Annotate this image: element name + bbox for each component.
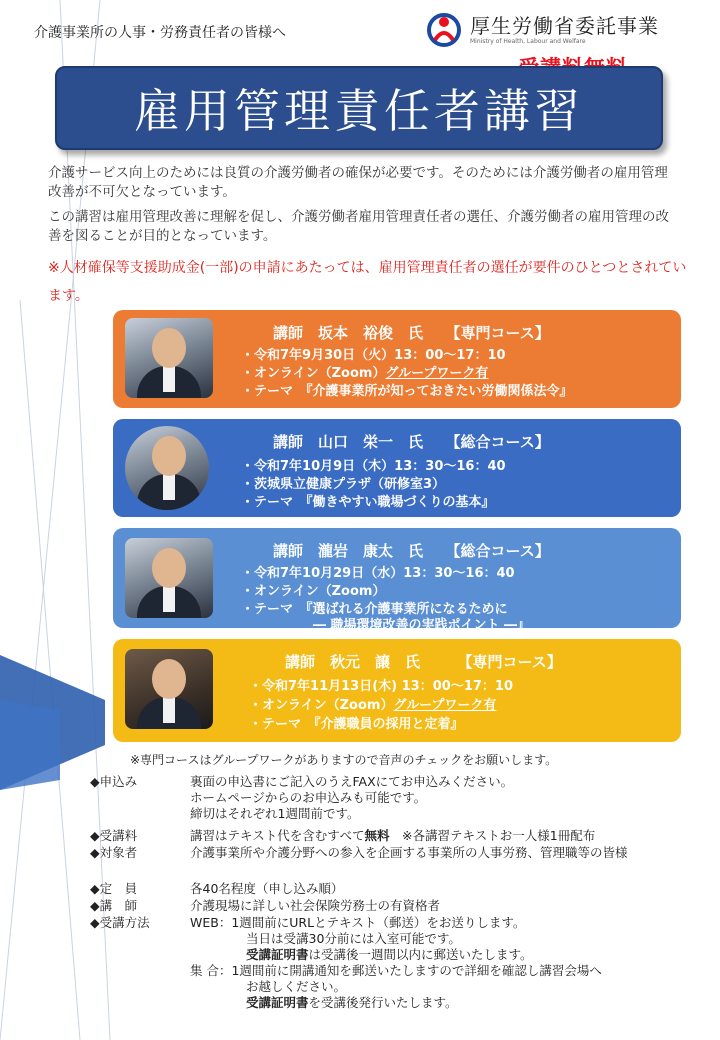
fee-text: 講習はテキスト代を含むすべて xyxy=(190,828,365,843)
lecture-card-2 xyxy=(113,419,681,517)
fee-note: ※各講習テキストお一人様1冊配布 xyxy=(402,828,596,843)
ministry-name-en: Ministry of Health, Labour and Welfare xyxy=(470,38,586,45)
lecturer-photo xyxy=(125,426,209,510)
lecture-heading: 講師 坂本 裕俊 氏 【専門コース】 xyxy=(273,324,550,342)
lecture-theme: ・テーマ 『介護職員の採用と定着』 xyxy=(249,717,464,732)
target-audience-line: 介護事業所の人事・労務責任者の皆様へ xyxy=(34,25,286,41)
certificate-label: 受講証明書 xyxy=(246,947,309,962)
info-label: ◆対象者 xyxy=(90,845,138,860)
lecture-card-1 xyxy=(113,310,681,408)
lecture-date: ・令和7年9月30日（火）13：00～17：10 xyxy=(241,348,506,363)
lecture-date: ・令和7年10月9日（木）13：30～16：40 xyxy=(241,459,506,474)
lecturer-photo xyxy=(125,649,213,729)
lecture-venue: ・茨城県立健康プラザ（研修室3） xyxy=(241,477,446,492)
lecture-venue xyxy=(241,362,681,381)
lecture-card-4 xyxy=(113,639,681,742)
meet-line-2: お越しください。 xyxy=(246,979,347,994)
lecture-heading: 講師 山口 栄一 氏 【総合コース】 xyxy=(273,433,550,451)
web-line-3-text: は受講後一週間以内に郵送いたします。 xyxy=(308,947,533,962)
info-label: ◆申込み xyxy=(90,774,138,789)
lecture-theme: ・テーマ 『働きやすい職場づくりの基本』 xyxy=(241,495,495,510)
group-work-text: グループワーク有 xyxy=(385,366,489,381)
info-label: ◆定 員 xyxy=(90,881,138,896)
ministry-name: 厚生労働省委託事業 xyxy=(470,14,659,38)
venue-text: ・オンライン（Zoom） xyxy=(241,366,386,381)
lecture-theme: ・テーマ 『選ばれる介護事業所になるために xyxy=(241,602,508,617)
group-work-text: グループワーク有 xyxy=(393,698,497,713)
group-work-footnote: ※専門コースはグループワークがありますので音声のチェックをお願いします。 xyxy=(130,753,558,767)
venue-text: ・オンライン（Zoom） xyxy=(249,698,394,713)
apply-line-1: 裏面の申込書にご記入のうえFAXにてお申込みください。 xyxy=(190,774,514,789)
lecture-heading: 講師 秋元 譲 氏 【専門コース】 xyxy=(285,653,562,671)
lecture-theme-subtitle: ― 職場環境改善の実践ポイント ―』 xyxy=(313,618,531,633)
lecture-venue: ・オンライン（Zoom） xyxy=(241,584,386,599)
lecture-date: ・令和7年10月29日（水）13：30～16：40 xyxy=(241,566,515,581)
ministry-logo-icon xyxy=(424,10,464,50)
intro-paragraph-2: この講習は雇用管理改善に理解を促し、介護労働者雇用管理責任者の選任、介護労働者の雇用管理の改善を図ることが目的となっています。 xyxy=(48,209,669,244)
lecture-venue xyxy=(249,694,689,713)
lecture-theme: ・テーマ 『介護事業所が知っておきたい労働関係法令』 xyxy=(241,384,573,399)
page-title: 雇用管理責任者講習 xyxy=(55,66,663,150)
meet-line-3 xyxy=(190,995,710,1011)
info-text xyxy=(190,915,710,1011)
lecturer-photo xyxy=(125,538,213,618)
subsidy-note: ※人材確保等支援助成金(一部)の申請にあたっては、雇用管理責任者の選任が要件のひとつとされています。 xyxy=(48,260,687,304)
meet-line-1: 集 合：1週間前に開講通知を郵送いたしますので詳細を確認し講習会場へ xyxy=(190,963,602,978)
info-label: ◆受講料 xyxy=(90,828,138,843)
info-text: 介護現場に詳しい社会保険労務士の有資格者 xyxy=(190,898,441,913)
lecture-date: ・令和7年11月13日(木) 13：00～17：10 xyxy=(249,679,513,694)
info-label: ◆講 師 xyxy=(90,898,138,913)
web-line-3 xyxy=(190,947,710,963)
info-label: ◆受講方法 xyxy=(90,915,150,930)
lecturer-photo xyxy=(125,318,213,398)
intro-paragraph-1: 介護サービス向上のためには良質の介護労働者の確保が必要です。そのためには介護労働者の雇用管理改善が不可欠となっています。 xyxy=(48,165,668,200)
lecture-heading: 講師 瀧岩 康太 氏 【総合コース】 xyxy=(273,542,550,560)
info-text xyxy=(190,828,710,844)
web-line-1: WEB：1週間前にURLとテキスト（郵送）をお送りします。 xyxy=(190,915,526,930)
apply-line-2: ホームページからのお申込みも可能です。 xyxy=(190,790,427,805)
info-text xyxy=(190,774,710,822)
apply-line-3: 締切はそれぞれ1週間前です。 xyxy=(190,806,360,821)
certificate-label: 受講証明書 xyxy=(246,995,309,1010)
info-text: 各40名程度（申し込み順） xyxy=(190,881,344,896)
lecture-card-3 xyxy=(113,528,681,633)
meet-line-3-text: を受講後発行いたします。 xyxy=(308,995,458,1010)
info-text: 介護事業所や介護分野への参入を企画する事業所の人事労務、管理職等の皆様 xyxy=(190,845,628,860)
web-line-2: 当日は受講30分前には入室可能です。 xyxy=(246,931,461,946)
fee-free: 無料 xyxy=(364,828,390,843)
